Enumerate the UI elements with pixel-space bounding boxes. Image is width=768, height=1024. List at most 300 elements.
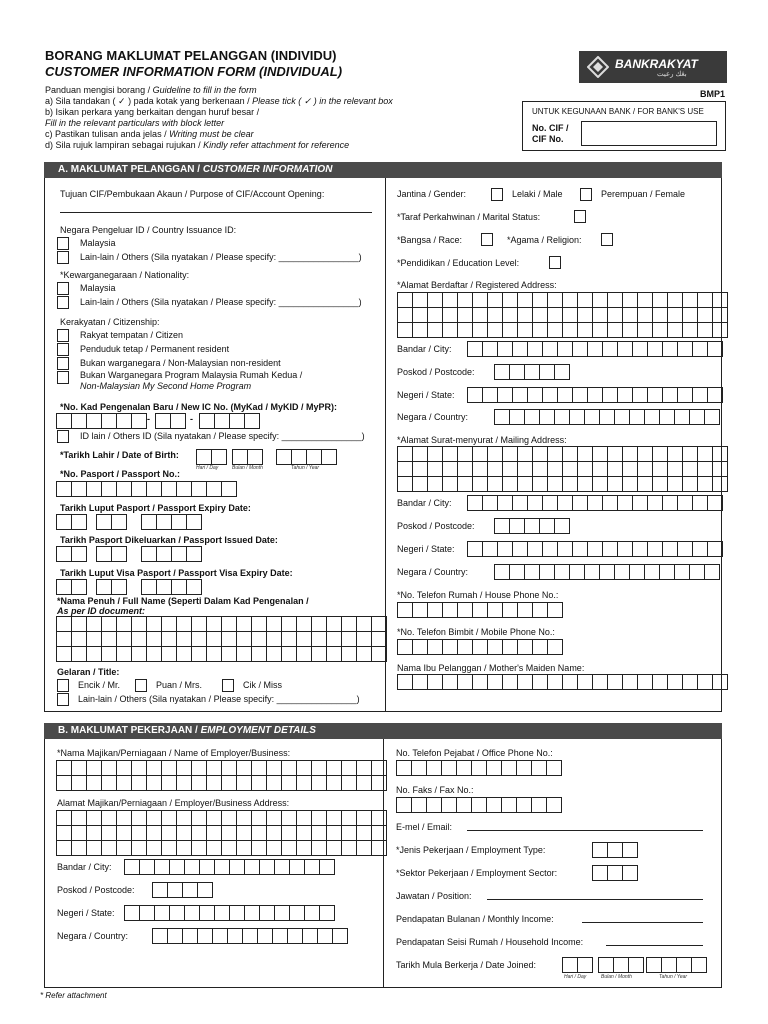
mailing-address-grid-cell[interactable] bbox=[443, 447, 458, 462]
mail-country-grid-cell[interactable] bbox=[495, 565, 510, 580]
registered-address-grid-cell[interactable] bbox=[698, 293, 713, 308]
employer-address-grid-cell[interactable] bbox=[87, 826, 102, 841]
employer-address-grid-cell[interactable] bbox=[207, 841, 222, 856]
employer-name-grid-cell[interactable] bbox=[342, 776, 357, 791]
fullname-grid[interactable] bbox=[56, 616, 387, 662]
employer-name-grid-cell[interactable] bbox=[72, 761, 87, 776]
employer-address-grid-cell[interactable] bbox=[132, 826, 147, 841]
maiden-name-grid-cell[interactable] bbox=[683, 675, 698, 690]
employer-address-grid-cell[interactable] bbox=[222, 826, 237, 841]
ic-part3[interactable] bbox=[199, 413, 260, 429]
mailing-address-grid-cell[interactable] bbox=[608, 477, 623, 492]
nationality-others-checkbox[interactable] bbox=[57, 296, 69, 309]
reg-country-grid-cell[interactable] bbox=[675, 410, 690, 425]
fullname-grid-cell[interactable] bbox=[102, 632, 117, 647]
mailing-address-grid-cell[interactable] bbox=[533, 447, 548, 462]
employer-address-grid-cell[interactable] bbox=[372, 811, 387, 826]
mail-state-grid-cell[interactable] bbox=[648, 542, 663, 557]
visa-expiry-year-cell[interactable] bbox=[172, 580, 187, 595]
maiden-name-grid-cell[interactable] bbox=[563, 675, 578, 690]
mail-country-grid-cell[interactable] bbox=[645, 565, 660, 580]
issuance-malaysia-checkbox[interactable] bbox=[57, 237, 69, 250]
mailing-address-grid-cell[interactable] bbox=[473, 477, 488, 492]
mailing-address-grid-cell[interactable] bbox=[668, 447, 683, 462]
emp-state-grid-cell[interactable] bbox=[275, 906, 290, 921]
mailing-address-grid-cell[interactable] bbox=[398, 477, 413, 492]
employer-name-grid-cell[interactable] bbox=[207, 776, 222, 791]
fullname-grid-cell[interactable] bbox=[147, 647, 162, 662]
mailing-address-grid-cell[interactable] bbox=[578, 447, 593, 462]
fullname-grid-cell[interactable] bbox=[177, 617, 192, 632]
maiden-name-grid-cell[interactable] bbox=[623, 675, 638, 690]
maiden-name-grid-cell[interactable] bbox=[713, 675, 728, 690]
reg-country-grid-cell[interactable] bbox=[660, 410, 675, 425]
mail-state-grid-cell[interactable] bbox=[693, 542, 708, 557]
employer-address-grid-cell[interactable] bbox=[327, 811, 342, 826]
mailing-address-grid-cell[interactable] bbox=[593, 462, 608, 477]
mailing-address-grid-cell[interactable] bbox=[443, 462, 458, 477]
mailing-address-grid-cell[interactable] bbox=[398, 462, 413, 477]
employer-address-grid-cell[interactable] bbox=[312, 841, 327, 856]
maiden-name-grid-cell[interactable] bbox=[698, 675, 713, 690]
registered-address-grid-cell[interactable] bbox=[473, 293, 488, 308]
reg-city-grid-cell[interactable] bbox=[633, 342, 648, 357]
maiden-name-grid-cell[interactable] bbox=[548, 675, 563, 690]
emp-city-grid-cell[interactable] bbox=[215, 860, 230, 875]
employer-name-grid-cell[interactable] bbox=[192, 776, 207, 791]
house-phone-grid-cell[interactable] bbox=[413, 603, 428, 618]
reg-country-grid-cell[interactable] bbox=[510, 410, 525, 425]
reg-city-grid-cell[interactable] bbox=[543, 342, 558, 357]
employer-address-grid-cell[interactable] bbox=[372, 841, 387, 856]
mail-city-grid-cell[interactable] bbox=[693, 496, 708, 511]
dob-year-cell[interactable] bbox=[322, 450, 337, 465]
passport-issued-month-cell[interactable] bbox=[97, 547, 112, 562]
fullname-grid-cell[interactable] bbox=[102, 647, 117, 662]
mail-state-grid-cell[interactable] bbox=[543, 542, 558, 557]
passport-expiry-day[interactable] bbox=[56, 514, 87, 530]
emp-city-grid[interactable] bbox=[124, 859, 335, 875]
fullname-grid-cell[interactable] bbox=[372, 617, 387, 632]
employer-name-grid-cell[interactable] bbox=[177, 776, 192, 791]
office-phone-grid-cell[interactable] bbox=[532, 761, 547, 776]
fullname-grid-cell[interactable] bbox=[222, 632, 237, 647]
mailing-address-grid-cell[interactable] bbox=[698, 477, 713, 492]
race-box[interactable] bbox=[481, 233, 493, 246]
reg-city-grid-cell[interactable] bbox=[648, 342, 663, 357]
reg-state-grid-cell[interactable] bbox=[558, 388, 573, 403]
reg-country-grid-cell[interactable] bbox=[555, 410, 570, 425]
mailing-address-grid-cell[interactable] bbox=[623, 447, 638, 462]
employer-address-grid-cell[interactable] bbox=[132, 841, 147, 856]
monthly-income-field[interactable] bbox=[582, 922, 703, 923]
reg-city-grid-cell[interactable] bbox=[468, 342, 483, 357]
fullname-grid-cell[interactable] bbox=[117, 617, 132, 632]
employer-address-grid-cell[interactable] bbox=[177, 841, 192, 856]
registered-address-grid-cell[interactable] bbox=[593, 323, 608, 338]
mail-state-grid-cell[interactable] bbox=[483, 542, 498, 557]
reg-state-grid[interactable] bbox=[467, 387, 723, 403]
registered-address-grid-cell[interactable] bbox=[473, 308, 488, 323]
fullname-grid-cell[interactable] bbox=[222, 647, 237, 662]
mail-country-grid-cell[interactable] bbox=[705, 565, 720, 580]
employer-address-grid-cell[interactable] bbox=[102, 841, 117, 856]
visa-expiry-year-cell[interactable] bbox=[142, 580, 157, 595]
mail-country-grid-cell[interactable] bbox=[510, 565, 525, 580]
fullname-grid-cell[interactable] bbox=[312, 617, 327, 632]
passport-issued-day-cell[interactable] bbox=[72, 547, 87, 562]
mail-country-grid-cell[interactable] bbox=[615, 565, 630, 580]
mailing-address-grid-cell[interactable] bbox=[473, 462, 488, 477]
issuance-others-checkbox[interactable] bbox=[57, 251, 69, 264]
employer-address-grid-cell[interactable] bbox=[252, 826, 267, 841]
mailing-address-grid-cell[interactable] bbox=[713, 462, 728, 477]
ic-part3-cell[interactable] bbox=[230, 414, 245, 429]
mail-city-grid-cell[interactable] bbox=[483, 496, 498, 511]
house-phone-grid[interactable] bbox=[397, 602, 563, 618]
registered-address-grid-cell[interactable] bbox=[683, 308, 698, 323]
mailing-address-grid-cell[interactable] bbox=[563, 447, 578, 462]
dob-day-cell[interactable] bbox=[212, 450, 227, 465]
fullname-grid-cell[interactable] bbox=[192, 632, 207, 647]
fullname-grid-cell[interactable] bbox=[237, 632, 252, 647]
office-phone-grid-cell[interactable] bbox=[457, 761, 472, 776]
fullname-grid-cell[interactable] bbox=[327, 632, 342, 647]
fullname-grid-cell[interactable] bbox=[237, 647, 252, 662]
employer-name-grid-cell[interactable] bbox=[207, 761, 222, 776]
mail-state-grid-cell[interactable] bbox=[513, 542, 528, 557]
other-id-checkbox[interactable] bbox=[57, 430, 69, 443]
ic-part1-cell[interactable] bbox=[72, 414, 87, 429]
emp-city-grid-cell[interactable] bbox=[200, 860, 215, 875]
employer-name-grid-cell[interactable] bbox=[282, 761, 297, 776]
fax-grid-cell[interactable] bbox=[457, 798, 472, 813]
passport-expiry-year[interactable] bbox=[141, 514, 202, 530]
registered-address-grid-cell[interactable] bbox=[443, 323, 458, 338]
employer-name-grid-cell[interactable] bbox=[132, 761, 147, 776]
registered-address-grid-cell[interactable] bbox=[668, 308, 683, 323]
employer-address-grid-cell[interactable] bbox=[267, 826, 282, 841]
fullname-grid-cell[interactable] bbox=[192, 647, 207, 662]
employer-address-grid-cell[interactable] bbox=[252, 811, 267, 826]
reg-state-grid-cell[interactable] bbox=[528, 388, 543, 403]
reg-state-grid-cell[interactable] bbox=[573, 388, 588, 403]
fullname-grid-cell[interactable] bbox=[162, 632, 177, 647]
mobile-phone-grid-cell[interactable] bbox=[518, 640, 533, 655]
reg-postcode-grid[interactable] bbox=[494, 364, 570, 380]
emp-postcode-grid[interactable] bbox=[152, 882, 213, 898]
reg-country-grid-cell[interactable] bbox=[495, 410, 510, 425]
registered-address-grid-cell[interactable] bbox=[503, 308, 518, 323]
fullname-grid-cell[interactable] bbox=[252, 647, 267, 662]
reg-city-grid-cell[interactable] bbox=[588, 342, 603, 357]
joined-year-grid[interactable] bbox=[646, 957, 707, 973]
fullname-grid-cell[interactable] bbox=[282, 632, 297, 647]
maiden-name-grid-cell[interactable] bbox=[608, 675, 623, 690]
ic-part1-cell[interactable] bbox=[87, 414, 102, 429]
employer-address-grid-cell[interactable] bbox=[117, 811, 132, 826]
emp-country-grid-cell[interactable] bbox=[153, 929, 168, 944]
mail-country-grid[interactable] bbox=[494, 564, 720, 580]
visa-expiry-month[interactable] bbox=[96, 579, 127, 595]
reg-postcode-grid-cell[interactable] bbox=[555, 365, 570, 380]
emp-postcode-grid-cell[interactable] bbox=[153, 883, 168, 898]
mail-country-grid-cell[interactable] bbox=[585, 565, 600, 580]
employer-name-grid-cell[interactable] bbox=[252, 776, 267, 791]
house-phone-grid-cell[interactable] bbox=[443, 603, 458, 618]
employer-address-grid-cell[interactable] bbox=[72, 841, 87, 856]
employer-address-grid-cell[interactable] bbox=[282, 841, 297, 856]
fullname-grid-cell[interactable] bbox=[282, 647, 297, 662]
employer-address-grid-cell[interactable] bbox=[267, 841, 282, 856]
fullname-grid-cell[interactable] bbox=[57, 647, 72, 662]
position-field[interactable] bbox=[487, 899, 703, 900]
employer-address-grid-cell[interactable] bbox=[72, 811, 87, 826]
emp-city-grid-cell[interactable] bbox=[125, 860, 140, 875]
ic-part1-cell[interactable] bbox=[132, 414, 147, 429]
mailing-address-grid-cell[interactable] bbox=[548, 447, 563, 462]
fullname-grid-cell[interactable] bbox=[87, 632, 102, 647]
fullname-grid-cell[interactable] bbox=[72, 617, 87, 632]
passport-issued-month-cell[interactable] bbox=[112, 547, 127, 562]
reg-country-grid-cell[interactable] bbox=[585, 410, 600, 425]
emp-city-grid-cell[interactable] bbox=[260, 860, 275, 875]
reg-state-grid-cell[interactable] bbox=[483, 388, 498, 403]
fullname-grid-cell[interactable] bbox=[282, 617, 297, 632]
dob-month-cell[interactable] bbox=[233, 450, 248, 465]
maiden-name-grid-cell[interactable] bbox=[668, 675, 683, 690]
emp-country-grid-cell[interactable] bbox=[243, 929, 258, 944]
fullname-grid-cell[interactable] bbox=[342, 632, 357, 647]
mobile-phone-grid-cell[interactable] bbox=[428, 640, 443, 655]
mail-city-grid[interactable] bbox=[467, 495, 723, 511]
employer-name-grid-cell[interactable] bbox=[252, 761, 267, 776]
fax-grid-cell[interactable] bbox=[442, 798, 457, 813]
registered-address-grid-cell[interactable] bbox=[593, 308, 608, 323]
fullname-grid-cell[interactable] bbox=[237, 617, 252, 632]
registered-address-grid-cell[interactable] bbox=[518, 308, 533, 323]
passport-issued-day[interactable] bbox=[56, 546, 87, 562]
house-phone-grid-cell[interactable] bbox=[533, 603, 548, 618]
employer-name-grid-cell[interactable] bbox=[162, 776, 177, 791]
employer-address-grid-cell[interactable] bbox=[237, 826, 252, 841]
mailing-address-grid-cell[interactable] bbox=[398, 447, 413, 462]
mail-country-grid-cell[interactable] bbox=[675, 565, 690, 580]
mailing-address-grid-cell[interactable] bbox=[653, 447, 668, 462]
emp-city-grid-cell[interactable] bbox=[305, 860, 320, 875]
employer-name-grid-cell[interactable] bbox=[102, 761, 117, 776]
employer-address-grid-cell[interactable] bbox=[87, 841, 102, 856]
fullname-grid-cell[interactable] bbox=[267, 632, 282, 647]
mail-city-grid-cell[interactable] bbox=[648, 496, 663, 511]
registered-address-grid-cell[interactable] bbox=[548, 293, 563, 308]
employer-name-grid-cell[interactable] bbox=[312, 761, 327, 776]
employer-name-grid-cell[interactable] bbox=[117, 761, 132, 776]
house-phone-grid-cell[interactable] bbox=[548, 603, 563, 618]
employer-name-grid-cell[interactable] bbox=[327, 761, 342, 776]
mobile-phone-grid-cell[interactable] bbox=[503, 640, 518, 655]
registered-address-grid-cell[interactable] bbox=[653, 293, 668, 308]
employer-address-grid-cell[interactable] bbox=[177, 826, 192, 841]
gender-male-checkbox[interactable] bbox=[491, 188, 503, 201]
employer-address-grid-cell[interactable] bbox=[102, 811, 117, 826]
passport-expiry-day-cell[interactable] bbox=[57, 515, 72, 530]
passport-expiry-year-cell[interactable] bbox=[172, 515, 187, 530]
employer-name-grid-cell[interactable] bbox=[372, 761, 387, 776]
fullname-grid-cell[interactable] bbox=[327, 647, 342, 662]
employer-name-grid-cell[interactable] bbox=[192, 761, 207, 776]
employer-name-grid[interactable] bbox=[56, 760, 387, 791]
visa-expiry-year-cell[interactable] bbox=[157, 580, 172, 595]
mail-country-grid-cell[interactable] bbox=[540, 565, 555, 580]
registered-address-grid-cell[interactable] bbox=[503, 293, 518, 308]
registered-address-grid-cell[interactable] bbox=[623, 308, 638, 323]
house-phone-grid-cell[interactable] bbox=[518, 603, 533, 618]
fullname-grid-cell[interactable] bbox=[177, 647, 192, 662]
registered-address-grid-cell[interactable] bbox=[533, 293, 548, 308]
registered-address-grid-cell[interactable] bbox=[398, 308, 413, 323]
registered-address-grid-cell[interactable] bbox=[683, 293, 698, 308]
employer-address-grid-cell[interactable] bbox=[72, 826, 87, 841]
fullname-grid-cell[interactable] bbox=[117, 632, 132, 647]
mailing-address-grid-cell[interactable] bbox=[713, 477, 728, 492]
registered-address-grid-cell[interactable] bbox=[578, 293, 593, 308]
emp-state-grid-cell[interactable] bbox=[125, 906, 140, 921]
mailing-address-grid-cell[interactable] bbox=[698, 462, 713, 477]
employer-name-grid-cell[interactable] bbox=[177, 761, 192, 776]
registered-address-grid-cell[interactable] bbox=[413, 323, 428, 338]
registered-address-grid-cell[interactable] bbox=[428, 293, 443, 308]
mailing-address-grid-cell[interactable] bbox=[563, 462, 578, 477]
employer-address-grid-cell[interactable] bbox=[372, 826, 387, 841]
fullname-grid-cell[interactable] bbox=[147, 632, 162, 647]
registered-address-grid-cell[interactable] bbox=[533, 323, 548, 338]
mailing-address-grid-cell[interactable] bbox=[608, 462, 623, 477]
registered-address-grid-cell[interactable] bbox=[488, 293, 503, 308]
fullname-grid-cell[interactable] bbox=[312, 647, 327, 662]
fullname-grid-cell[interactable] bbox=[132, 632, 147, 647]
fullname-grid-cell[interactable] bbox=[72, 632, 87, 647]
registered-address-grid-cell[interactable] bbox=[398, 293, 413, 308]
registered-address-grid-cell[interactable] bbox=[668, 323, 683, 338]
fullname-grid-cell[interactable] bbox=[357, 617, 372, 632]
dob-year-cell[interactable] bbox=[292, 450, 307, 465]
emp-country-grid-cell[interactable] bbox=[288, 929, 303, 944]
mail-city-grid-cell[interactable] bbox=[708, 496, 723, 511]
emp-country-grid-cell[interactable] bbox=[318, 929, 333, 944]
registered-address-grid-cell[interactable] bbox=[593, 293, 608, 308]
dob-day[interactable] bbox=[196, 449, 227, 465]
mail-country-grid-cell[interactable] bbox=[555, 565, 570, 580]
reg-postcode-grid-cell[interactable] bbox=[525, 365, 540, 380]
employer-address-grid-cell[interactable] bbox=[357, 811, 372, 826]
office-phone-grid-cell[interactable] bbox=[472, 761, 487, 776]
maiden-name-grid-cell[interactable] bbox=[398, 675, 413, 690]
emp-state-grid-cell[interactable] bbox=[215, 906, 230, 921]
passport-expiry-year-cell[interactable] bbox=[157, 515, 172, 530]
employer-address-grid-cell[interactable] bbox=[282, 826, 297, 841]
ic-part2-cell[interactable] bbox=[156, 414, 171, 429]
employer-address-grid-cell[interactable] bbox=[132, 811, 147, 826]
citizenship-pr-checkbox[interactable] bbox=[57, 343, 69, 356]
employer-name-grid-cell[interactable] bbox=[87, 761, 102, 776]
employer-name-grid-cell[interactable] bbox=[72, 776, 87, 791]
registered-address-grid-cell[interactable] bbox=[638, 293, 653, 308]
mail-city-grid-cell[interactable] bbox=[468, 496, 483, 511]
joined-year-grid-cell[interactable] bbox=[662, 958, 677, 973]
employment-sector-grid[interactable] bbox=[592, 865, 638, 881]
reg-state-grid-cell[interactable] bbox=[663, 388, 678, 403]
ic-part1-cell[interactable] bbox=[57, 414, 72, 429]
passport-issued-year-cell[interactable] bbox=[187, 547, 202, 562]
employer-name-grid-cell[interactable] bbox=[87, 776, 102, 791]
employer-name-grid-cell[interactable] bbox=[57, 776, 72, 791]
mailing-address-grid-cell[interactable] bbox=[413, 447, 428, 462]
maiden-name-grid-cell[interactable] bbox=[488, 675, 503, 690]
fullname-grid-cell[interactable] bbox=[57, 632, 72, 647]
employer-address-grid-cell[interactable] bbox=[117, 841, 132, 856]
mobile-phone-grid-cell[interactable] bbox=[488, 640, 503, 655]
office-phone-grid-cell[interactable] bbox=[502, 761, 517, 776]
registered-address-grid-cell[interactable] bbox=[443, 293, 458, 308]
fullname-grid-cell[interactable] bbox=[177, 632, 192, 647]
passport-issued-year-cell[interactable] bbox=[172, 547, 187, 562]
joined-year-grid-cell[interactable] bbox=[647, 958, 662, 973]
mobile-phone-grid[interactable] bbox=[397, 639, 563, 655]
reg-city-grid-cell[interactable] bbox=[618, 342, 633, 357]
employer-address-grid-cell[interactable] bbox=[162, 841, 177, 856]
ic-part1-cell[interactable] bbox=[117, 414, 132, 429]
office-phone-grid-cell[interactable] bbox=[397, 761, 412, 776]
employer-address-grid-cell[interactable] bbox=[357, 826, 372, 841]
joined-day-grid[interactable] bbox=[562, 957, 593, 973]
emp-state-grid-cell[interactable] bbox=[260, 906, 275, 921]
fullname-grid-cell[interactable] bbox=[132, 647, 147, 662]
passport-number-cell[interactable] bbox=[72, 482, 87, 497]
mailing-address-grid-cell[interactable] bbox=[413, 462, 428, 477]
emp-state-grid-cell[interactable] bbox=[320, 906, 335, 921]
employer-name-grid-cell[interactable] bbox=[312, 776, 327, 791]
fullname-grid-cell[interactable] bbox=[87, 647, 102, 662]
office-phone-grid-cell[interactable] bbox=[487, 761, 502, 776]
reg-city-grid-cell[interactable] bbox=[678, 342, 693, 357]
mailing-address-grid-cell[interactable] bbox=[623, 462, 638, 477]
mailing-address-grid-cell[interactable] bbox=[518, 447, 533, 462]
mailing-address-grid-cell[interactable] bbox=[578, 477, 593, 492]
employer-name-grid-cell[interactable] bbox=[282, 776, 297, 791]
dob-day-cell[interactable] bbox=[197, 450, 212, 465]
mail-city-grid-cell[interactable] bbox=[678, 496, 693, 511]
mailing-address-grid-cell[interactable] bbox=[518, 462, 533, 477]
passport-expiry-year-cell[interactable] bbox=[142, 515, 157, 530]
reg-country-grid-cell[interactable] bbox=[525, 410, 540, 425]
registered-address-grid-cell[interactable] bbox=[428, 323, 443, 338]
office-phone-grid-cell[interactable] bbox=[517, 761, 532, 776]
maiden-name-grid-cell[interactable] bbox=[653, 675, 668, 690]
employer-address-grid-cell[interactable] bbox=[327, 841, 342, 856]
reg-state-grid-cell[interactable] bbox=[603, 388, 618, 403]
dob-month-cell[interactable] bbox=[248, 450, 263, 465]
fullname-grid-cell[interactable] bbox=[372, 632, 387, 647]
registered-address-grid-cell[interactable] bbox=[473, 323, 488, 338]
fullname-grid-cell[interactable] bbox=[102, 617, 117, 632]
employer-name-grid-cell[interactable] bbox=[147, 776, 162, 791]
reg-country-grid-cell[interactable] bbox=[690, 410, 705, 425]
mail-country-grid-cell[interactable] bbox=[660, 565, 675, 580]
mail-country-grid-cell[interactable] bbox=[570, 565, 585, 580]
registered-address-grid-cell[interactable] bbox=[623, 323, 638, 338]
dob-month[interactable] bbox=[232, 449, 263, 465]
